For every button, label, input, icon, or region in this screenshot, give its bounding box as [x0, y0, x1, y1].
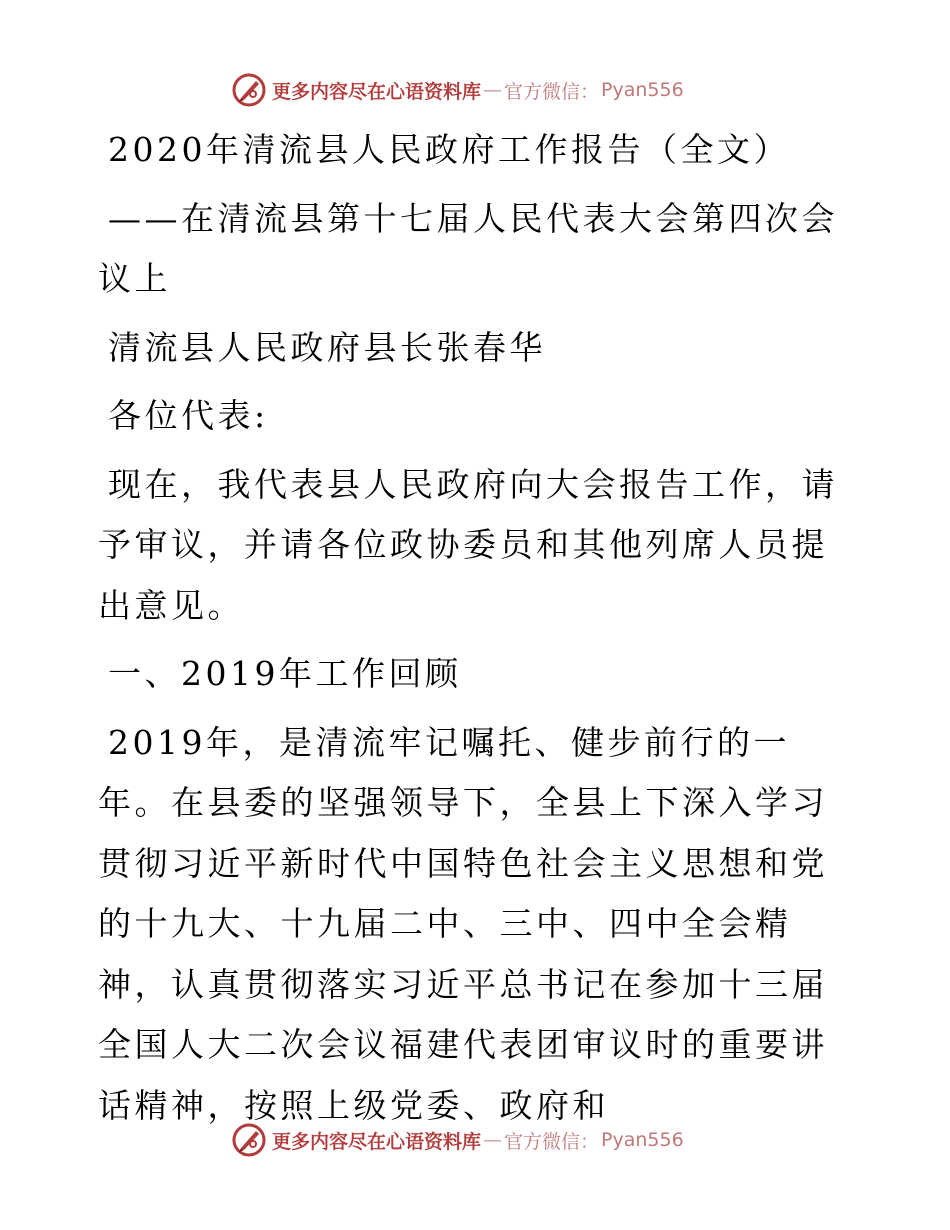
header-watermark	[232, 72, 684, 108]
quill-logo-icon	[232, 73, 266, 107]
watermark-brand: 更多内容尽在心语资料库	[272, 1130, 482, 1153]
document-subtitle: ——在清流县第十七届人民代表大会第四次会议上	[98, 198, 838, 298]
watermark-brand: 更多内容尽在心语资料库	[272, 80, 482, 103]
document-intro: 现在，我代表县人民政府向大会报告工作，请予审议，并请各位政协委员和其他列席人员提出意见。	[98, 464, 838, 625]
quill-logo-icon	[232, 1123, 266, 1157]
section-heading: 一、2019年工作回顾	[108, 654, 462, 693]
watermark-label: 官方微信：	[504, 1130, 600, 1153]
document-author: 清流县人民政府县长张春华	[108, 327, 546, 367]
footer-watermark	[232, 1122, 684, 1158]
watermark-dash: —	[483, 79, 503, 101]
document-paragraph: 2019年，是清流牢记嘱托、健步前行的一年。在县委的坚强领导下，全县上下深入学习贯彻习近平新时代中国特色社会主义思想和党的十九大、十九届二中、三中、四中全会精神，认真贯彻落实习近平总书记在参加十三届全国人大二次会议福建代表团审议时的重要讲话精神，按照上级党委、政府和	[98, 722, 828, 1125]
watermark-dash: —	[483, 1129, 503, 1151]
watermark-id: Pyan556	[601, 1129, 684, 1151]
document-salutation: 各位代表:	[108, 396, 269, 435]
document-body	[98, 120, 858, 1136]
watermark-id: Pyan556	[601, 79, 684, 101]
document-title: 2020年清流县人民政府工作报告（全文）	[108, 130, 790, 169]
watermark-label: 官方微信：	[504, 80, 600, 103]
